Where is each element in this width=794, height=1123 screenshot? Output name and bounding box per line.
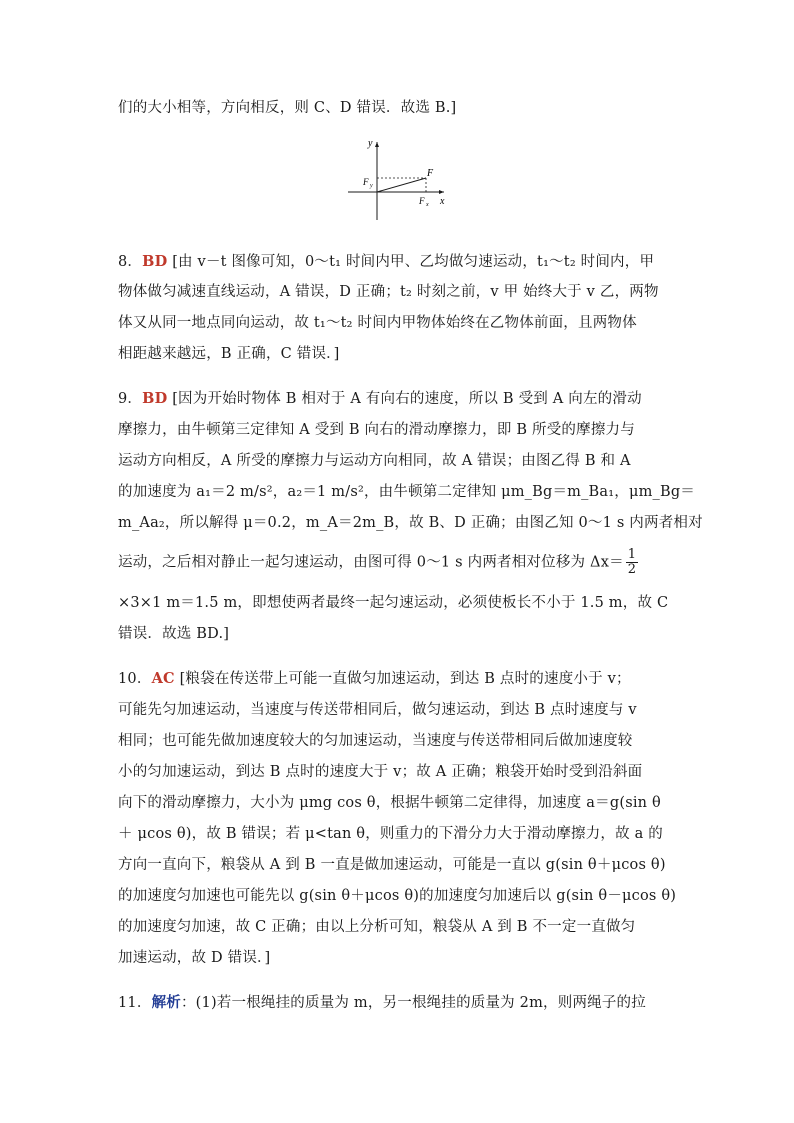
q8-number: 8．	[118, 254, 143, 270]
force-label-fy-sub: y	[370, 183, 373, 189]
q9-number: 9．	[118, 391, 143, 407]
q10-text-1: [粮袋在传送带上可能一直做匀加速运动，到达 B 点时的速度小于 v；	[179, 671, 631, 687]
q10-line-8: 的加速度匀加速也可能先以 g(sin θ＋μcos θ)的加速度匀加速后以 g(sin θ－μcos θ)	[118, 888, 677, 904]
q9-line-6	[118, 548, 680, 577]
force-vector-f	[377, 178, 426, 192]
q10-line-10: 加速运动，故 D 错误．]	[118, 950, 271, 966]
force-label-f: F	[427, 168, 434, 179]
q9-line-1	[118, 389, 680, 409]
q9-line-2: 摩擦力，由牛顿第三定律知 A 受到 B 向右的滑动摩擦力，即 B 所受的摩擦力与	[118, 422, 635, 438]
q10-line-3: 相同；也可能先做加速度较大的匀加速运动，当速度与传送带相同后做加速度较	[118, 733, 633, 749]
fraction-denominator: 2	[627, 562, 637, 577]
q8-line-1	[118, 252, 680, 272]
q8-line-3: 体又从同一地点同向运动，故 t₁～t₂ 时间内甲物体始终在乙物体前面，且两物体	[118, 315, 637, 331]
q11-number: 11．	[118, 995, 152, 1011]
y-axis-arrow	[375, 142, 379, 147]
q9-text-1: [因为开始时物体 B 相对于 A 有向右的速度，所以 B 受到 A 向左的滑动	[172, 391, 642, 407]
text-line-q7-end: 们的大小相等，方向相反，则 C、D 错误．故选 B.]	[118, 100, 457, 116]
q9-text-6: 运动，之后相对静止一起匀速运动，由图可得 0～1 s 内两者相对位移为 Δx＝	[118, 554, 624, 571]
q10-line-7: 方向一直向下，粮袋从 A 到 B 一直是做加速运动，可能是一直以 g(sin θ＋μcos θ)	[118, 857, 666, 873]
q10-line-6: ＋ μcos θ)，故 B 错误；若 μ<tan θ，则重力的下滑分力大于滑动摩擦力，故 a 的	[118, 826, 663, 842]
q10-number: 10．	[118, 671, 152, 687]
q8-answer: BD	[142, 253, 168, 270]
q8-text-1: [由 v－t 图像可知，0～t₁ 时间内甲、乙均做匀速运动，t₁～t₂ 时间内，甲	[172, 254, 655, 270]
q10-answer: AC	[151, 670, 175, 687]
x-axis-label: x	[440, 196, 445, 207]
force-label-fy: F	[363, 177, 369, 187]
q9-line-3: 运动方向相反，A 所受的摩擦力与运动方向相同，故 A 错误；由图乙得 B 和 A	[118, 453, 631, 469]
q10-line-4: 小的匀加速运动，到达 B 点时的速度大于 v；故 A 正确；粮袋开始时受到沿斜面	[118, 764, 643, 780]
force-label-fx-sub: x	[426, 202, 429, 208]
q10-line-5: 向下的滑动摩擦力，大小为 μmg cos θ，根据牛顿第二定律得，加速度 a＝g(sin θ	[118, 795, 661, 811]
q9-line-5: m_Aa₂，所以解得 μ＝0.2，m_A＝2m_B，故 B、D 正确；由图乙知 0～1 s 内两者相对	[118, 515, 703, 531]
q9-line-7: ×3×1 m＝1.5 m，即想使两者最终一起匀速运动，必须使板长不小于 1.5 m，故 C	[118, 595, 669, 611]
q8-line-2: 物体做匀减速直线运动，A 错误，D 正确；t₂ 时刻之前，v 甲 始终大于 v 乙，两物	[118, 284, 659, 300]
q11-jiexi-label: 解析	[151, 994, 181, 1011]
q11-line-1	[118, 993, 680, 1013]
q10-line-9: 的加速度匀加速，故 C 正确；由以上分析可知，粮袋从 A 到 B 不一定一直做匀	[118, 919, 636, 935]
q9-line-8: 错误．故选 BD.]	[118, 626, 230, 642]
y-axis-label: y	[368, 138, 373, 149]
x-axis-arrow	[439, 190, 444, 194]
q9-answer: BD	[142, 390, 168, 407]
q11-text-1: ：(1)若一根绳挂的质量为 m，另一根绳挂的质量为 2m，则两绳子的拉	[180, 995, 646, 1011]
fraction-one-half	[626, 548, 638, 577]
fraction-numerator: 1	[627, 547, 637, 562]
force-label-fx: F	[419, 196, 425, 206]
q8-line-4: 相距越来越远，B 正确，C 错误．]	[118, 346, 340, 362]
force-decomposition-figure	[340, 132, 452, 224]
q9-line-4: 的加速度为 a₁＝2 m/s²，a₂＝1 m/s²，由牛顿第二定律知 μm_Bg＝m_Ba₁，μm_Bg＝	[118, 484, 696, 500]
q10-line-1	[118, 669, 680, 689]
q10-line-2: 可能先匀加速运动，当速度与传送带相同后，做匀速运动，到达 B 点时速度与 v	[118, 702, 637, 718]
